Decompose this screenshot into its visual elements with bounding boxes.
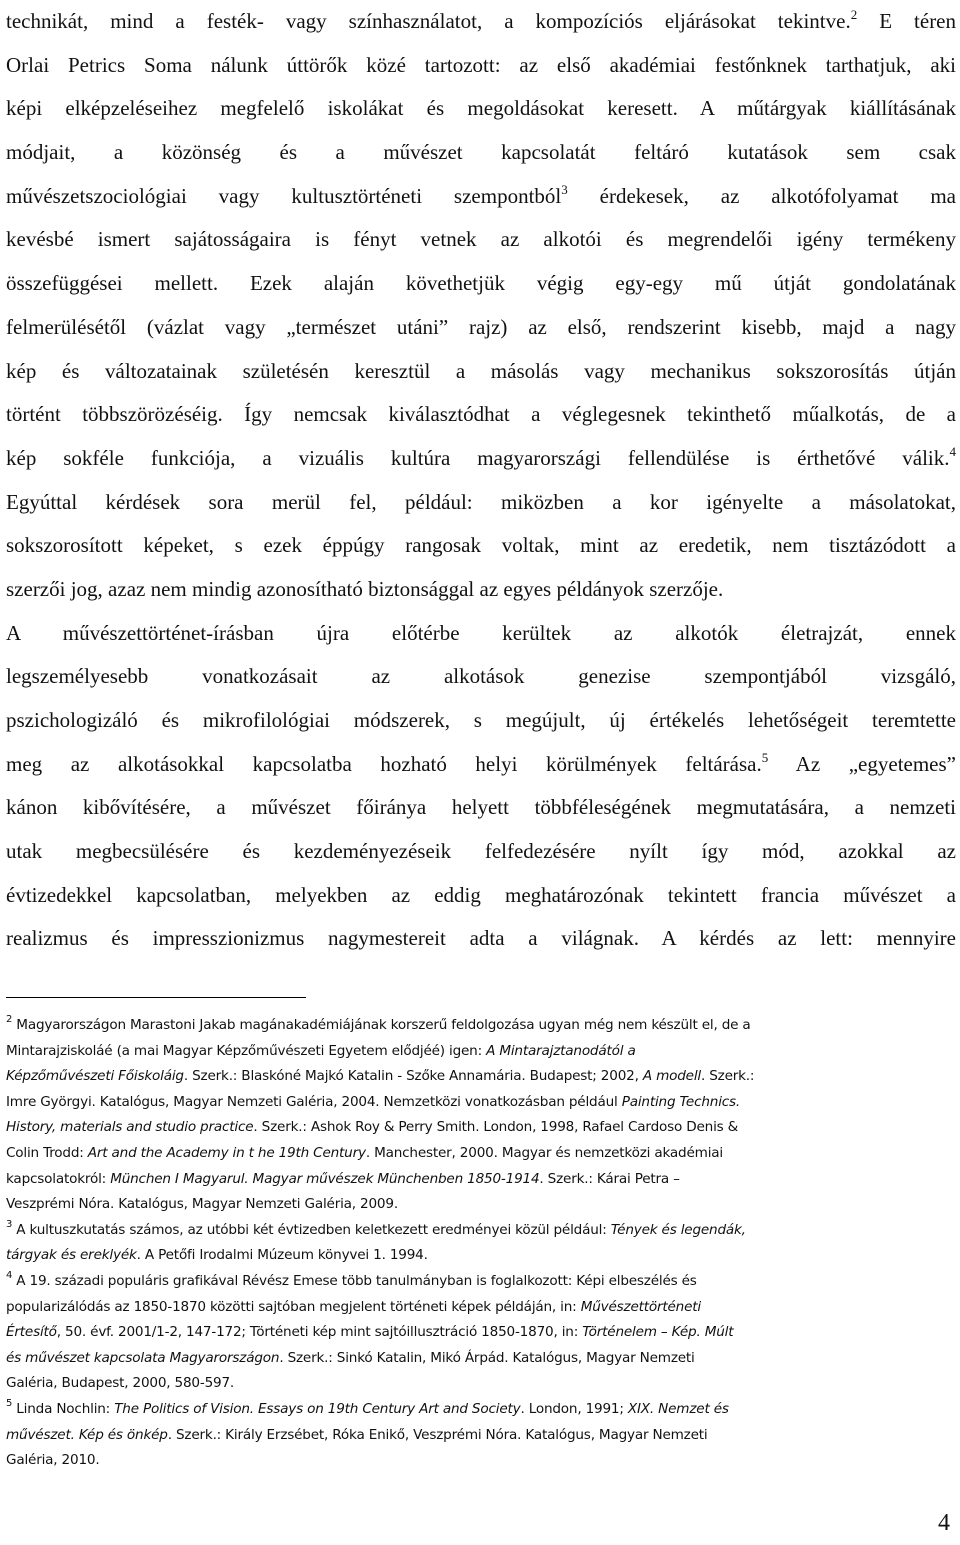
footnote-line [6, 1192, 956, 1218]
footnote-title: Képzőművészeti Főiskoláig [6, 1068, 184, 1085]
body-line-text: kép és változatainak születésén keresztül a másolás vagy mechanikus sokszorosítás útján [6, 358, 956, 383]
footnote-text: Galéria, 2010. [6, 1452, 100, 1469]
body-line [6, 44, 956, 88]
footnote-line [6, 1320, 956, 1346]
body-line [6, 699, 956, 743]
footnote-reference[interactable]: 4 [949, 443, 956, 459]
body-line-text: évtizedekkel kapcsolatban, melyekben az eddig meghatározónak tekintett francia művészet a [6, 882, 956, 907]
footnote-line [6, 1039, 956, 1065]
footnote-text: . Szerk.: Kárai Petra – [539, 1170, 680, 1187]
footnote-title: művészet. Kép és önkép [6, 1426, 168, 1443]
body-line [6, 524, 956, 568]
footnote-text: Veszprémi Nóra. Katalógus, Magyar Nemzeti Galéria, 2009. [6, 1196, 398, 1213]
footnote-line [6, 1013, 956, 1039]
body-line [6, 350, 956, 394]
body-line [6, 830, 956, 874]
footnote-reference[interactable]: 5 [761, 749, 769, 765]
footnote-reference[interactable]: 2 [850, 7, 858, 22]
footnote-text: A kultuszkutatás számos, az utóbbi két évtizedben keletkezett eredményei közül például: [12, 1221, 611, 1238]
footnote-reference[interactable]: 3 [561, 181, 568, 197]
body-line-text: kánon kibővítésére, a művészet főiránya helyett többféleségének megmutatására, a nemzeti [6, 795, 956, 820]
footnote-text: Colin Trodd: [6, 1144, 88, 1161]
body-line [6, 568, 956, 612]
body-line-text: történt többszörözéséig. Így nemcsak kiválasztódhat a véglegesnek tekinthető műalkotás, de a [6, 402, 956, 427]
footnote-text: popularizálódás az 1850-1870 közötti sajtóban megjelent történeti képek példáján, in: [6, 1298, 581, 1315]
footnote-line [6, 1141, 956, 1167]
footnote-title: tárgyak és ereklyék [6, 1247, 137, 1264]
footnote-text: Magyarországon Marastoni Jakab magánakadémiájának korszerű feldolgozása ugyan még nem készült el, de a [12, 1017, 751, 1033]
footnote-number: 5 [6, 1397, 13, 1409]
footnote-title: Értesítő [6, 1324, 57, 1341]
body-line-text: meg az alkotásokkal kapcsolatba hozható helyi körülmények feltárása. [6, 751, 762, 776]
footnote-number: 2 [6, 1014, 13, 1025]
body-line-text: utak megbecsülésére és kezdeményezéseik felfedezésére nyílt így mód, azokkal az [6, 839, 956, 864]
footnote-title: München I Magyarul. Magyar művészek Münchenben 1850-1914 [110, 1170, 540, 1187]
body-line-text: Az „egyetemes” [768, 751, 956, 776]
page-number: 4 [938, 1510, 950, 1536]
footnote-text: . Szerk.: Ashok Roy & Perry Smith. London, 1998, Rafael Cardoso Denis & [253, 1119, 739, 1136]
footnote-line [6, 1243, 956, 1269]
footnote-title: és művészet kapcsolata Magyarországon [6, 1349, 280, 1366]
footnote-number: 3 [6, 1218, 13, 1230]
footnote-title: Art and the Academy in t he 19th Century [87, 1144, 366, 1161]
footnote-line [6, 1218, 956, 1244]
footnote-text: Imre Györgyi. Katalógus, Magyar Nemzeti Galéria, 2004. Nemzetközi vonatkozásban például [6, 1093, 622, 1110]
footnote-text: Galéria, Budapest, 2000, 580-597. [6, 1375, 235, 1392]
body-line [6, 131, 956, 175]
footnote-text: Mintarajziskoláé (a mai Magyar Képzőművészeti Egyetem elődjéé) igen: [6, 1042, 487, 1059]
footnote-text: . A Petőfi Irodalmi Múzeum könyvei 1. 1994. [136, 1247, 428, 1264]
footnote-line [6, 1371, 956, 1397]
footnote-title: A Mintarajztanodától a [486, 1042, 636, 1059]
body-line-text: Egyúttal kérdések sora merül fel, például: miközben a kor igényelte a másolatokat, [6, 489, 956, 514]
footnote-line [6, 1115, 956, 1141]
footnote-line [6, 1064, 956, 1090]
body-line-text: szerzői jog, azaz nem mindig azonosítható biztonsággal az egyes példányok szerzője. [6, 576, 724, 601]
footnote-text: Linda Nochlin: [12, 1400, 115, 1417]
body-line [6, 437, 956, 481]
body-line-text: technikát, mind a festék- vagy színhasználatot, a kompozíciós eljárásokat tekintve. [6, 9, 851, 33]
footnote-line [6, 1397, 956, 1423]
body-line-text: pszichologizáló és mikrofilológiai módszerek, s megújult, új értékelés lehetőségeit teremtette [6, 708, 956, 732]
footnote-text: . London, 1991; [520, 1400, 628, 1417]
footnote-text: . Manchester, 2000. Magyar és nemzetközi akadémiai [365, 1144, 723, 1161]
footnote-title: Történelem – Kép. Múlt [582, 1324, 734, 1341]
footnote-text: , 50. évf. 2001/1-2, 147-172; Történeti kép mint sajtóillusztráció 1850-1870, in: [56, 1324, 583, 1341]
body-line [6, 175, 956, 219]
footnote-title: A modell [642, 1068, 701, 1085]
body-line-text: művészetszociológiai vagy kultusztörténeti szempontból [6, 183, 562, 208]
footnote-number: 4 [6, 1269, 13, 1281]
body-line-text: Orlai Petrics Soma nálunk úttörők közé tartozott: az első akadémiai festőnknek tarthatjuk, aki [6, 52, 956, 77]
body-line [6, 874, 956, 918]
body-line-text: kevésbé ismert sajátosságaira is fényt vetnek az alkotói és megrendelői igény termékeny [6, 227, 956, 252]
footnote-text: . Szerk.: [700, 1068, 755, 1085]
footnote-text: kapcsolatokról: [6, 1170, 111, 1187]
footnote-line [6, 1269, 956, 1295]
footnote-title: Tények és legendák, [610, 1221, 746, 1238]
footnote-title: Művészettörténeti [580, 1298, 701, 1315]
body-line [6, 218, 956, 262]
body-line-text: érdekesek, az alkotófolyamat ma [567, 183, 956, 208]
footnote-line [6, 1346, 956, 1372]
body-line [6, 262, 956, 306]
footnote-text: . Szerk.: Blaskóné Majkó Katalin - Szőke Annamária. Budapest; 2002, [183, 1068, 643, 1085]
body-line-text: felmerülésétől (vázlat vagy „természet utáni” rajz) az első, rendszerint kisebb, majd a nagy [6, 314, 956, 339]
body-line [6, 306, 956, 350]
body-line [6, 612, 956, 656]
footnote-text: . Szerk.: Sinkó Katalin, Mikó Árpád. Katalógus, Magyar Nemzeti [279, 1349, 695, 1366]
footnote-text: . Szerk.: Király Erzsébet, Róka Enikő, Veszprémi Nóra. Katalógus, Magyar Nemzeti [167, 1426, 708, 1443]
body-line [6, 743, 956, 787]
body-line [6, 481, 956, 525]
body-line [6, 0, 956, 44]
footnote-title: XIX. Nemzet és [627, 1400, 729, 1417]
body-line-text: összefüggései mellett. Ezek alaján követhetjük végig egy-egy mű útját gondolatának [6, 271, 956, 296]
body-line-text: módjait, a közönség és a művészet kapcsolatát feltáró kutatások sem csak [6, 140, 956, 165]
footnote-line [6, 1295, 956, 1321]
body-line [6, 917, 956, 961]
footnotes [6, 1013, 956, 1474]
body-line-text: E téren [857, 9, 957, 33]
footnote-title: Painting Technics. [621, 1093, 741, 1110]
footnote-title: The Politics of Vision. Essays on 19th Century Art and Society [114, 1400, 521, 1417]
body-line-text: A művészettörténet-írásban újra előtérbe kerültek az alkotók életrajzát, ennek [6, 620, 956, 645]
body-line-text: kép sokféle funkciója, a vizuális kultúra magyarországi fellendülése is érthetővé válik. [6, 445, 950, 470]
footnote-separator [6, 997, 306, 998]
footnote-line [6, 1090, 956, 1116]
body-line-text: realizmus és impresszionizmus nagymestereit adta a világnak. A kérdés az lett: mennyire [6, 926, 956, 951]
body-text [6, 0, 956, 961]
body-line-text: sokszorosított képeket, s ezek éppúgy rangosak voltak, mint az eredetik, nem tisztázódott a [6, 533, 956, 558]
body-line-text: legszemélyesebb vonatkozásait az alkotások genezise szempontjából vizsgáló, [6, 664, 956, 689]
footnote-title: History, materials and studio practice [6, 1119, 254, 1136]
body-line [6, 786, 956, 830]
footnote-line [6, 1423, 956, 1449]
body-line-text: képi elképzeléseihez megfelelő iskolákat és megoldásokat keresett. A műtárgyak kiállításának [6, 96, 956, 121]
body-line [6, 87, 956, 131]
footnote-text: A 19. századi populáris grafikával Révész Emese több tanulmányban is foglalkozott: Képi elbeszélés és [12, 1272, 697, 1289]
body-line [6, 393, 956, 437]
footnote-line [6, 1448, 956, 1474]
body-line [6, 655, 956, 699]
footnote-line [6, 1167, 956, 1193]
